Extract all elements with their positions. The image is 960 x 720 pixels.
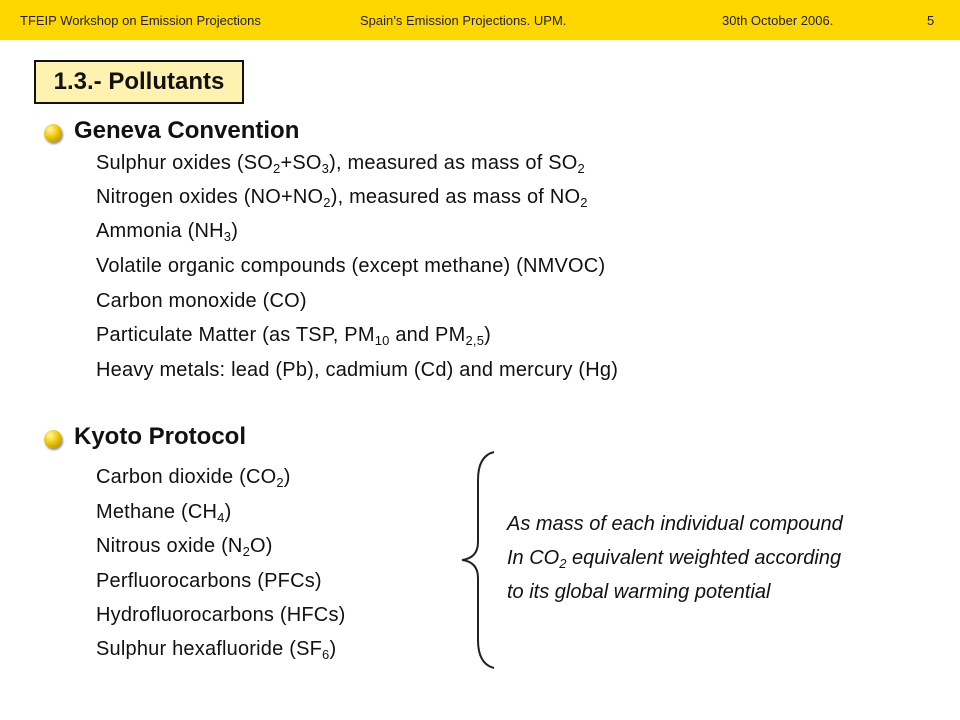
curly-brace-icon: [456, 450, 500, 670]
slide-title: 1.3.- Pollutants: [34, 60, 244, 104]
kyoto-item-methane: Methane $(CH_4)$: [96, 501, 232, 525]
geneva-item-nitrogen-oxides: Nitrogen oxides $(NO+NO_2)$, measured as mass of $NO_2$: [96, 186, 588, 210]
geneva-title: Geneva Convention: [74, 117, 300, 144]
kyoto-item-nitrous-oxide: Nitrous oxide $(N_2O)$: [96, 535, 273, 559]
note-mass-individual: As mass of each individual compound: [507, 513, 843, 535]
kyoto-item-pfcs: Perfluorocarbons (PFCs): [96, 570, 322, 592]
geneva-item-heavy-metals: Heavy metals: lead (Pb), cadmium (Cd) and mercury (Hg): [96, 359, 619, 381]
kyoto-item-carbon-dioxide: Carbon dioxide $(CO_2)$: [96, 466, 291, 490]
kyoto-title: Kyoto Protocol: [74, 423, 246, 450]
geneva-item-nmvoc: Volatile organic compounds (except methane) (NMVOC): [96, 255, 606, 277]
header-bar: [0, 0, 960, 40]
geneva-item-carbon-monoxide: Carbon monoxide (CO): [96, 290, 307, 312]
geneva-item-ammonia: Ammonia $(NH_3)$: [96, 220, 239, 244]
note-global-warming: to its global warming potential: [507, 581, 771, 603]
geneva-item-sulphur-oxides: Sulphur oxides $(SO_2+SO_3)$, measured as mass of $SO_2$: [96, 152, 585, 176]
kyoto-item-hfcs: Hydrofluorocarbons (HFCs): [96, 604, 346, 626]
header-date: 30th October 2006.: [722, 13, 834, 28]
bullet-icon: [44, 430, 62, 448]
bullet-icon: [44, 124, 62, 142]
header-event-title: TFEIP Workshop on Emission Projections: [20, 13, 261, 28]
kyoto-item-sulphur-hexafluoride: Sulphur hexafluoride $(SF_6)$: [96, 638, 337, 662]
note-co2-equivalent: In $CO_2$ equivalent weighted according: [507, 547, 842, 571]
header-page-number: 5: [927, 13, 935, 28]
geneva-item-particulate-matter: Particulate Matter (as TSP, $PM_{10}$ and $PM_{2,5}$): [96, 324, 492, 348]
header-presentation-title: Spain’s Emission Projections. UPM.: [360, 13, 567, 28]
